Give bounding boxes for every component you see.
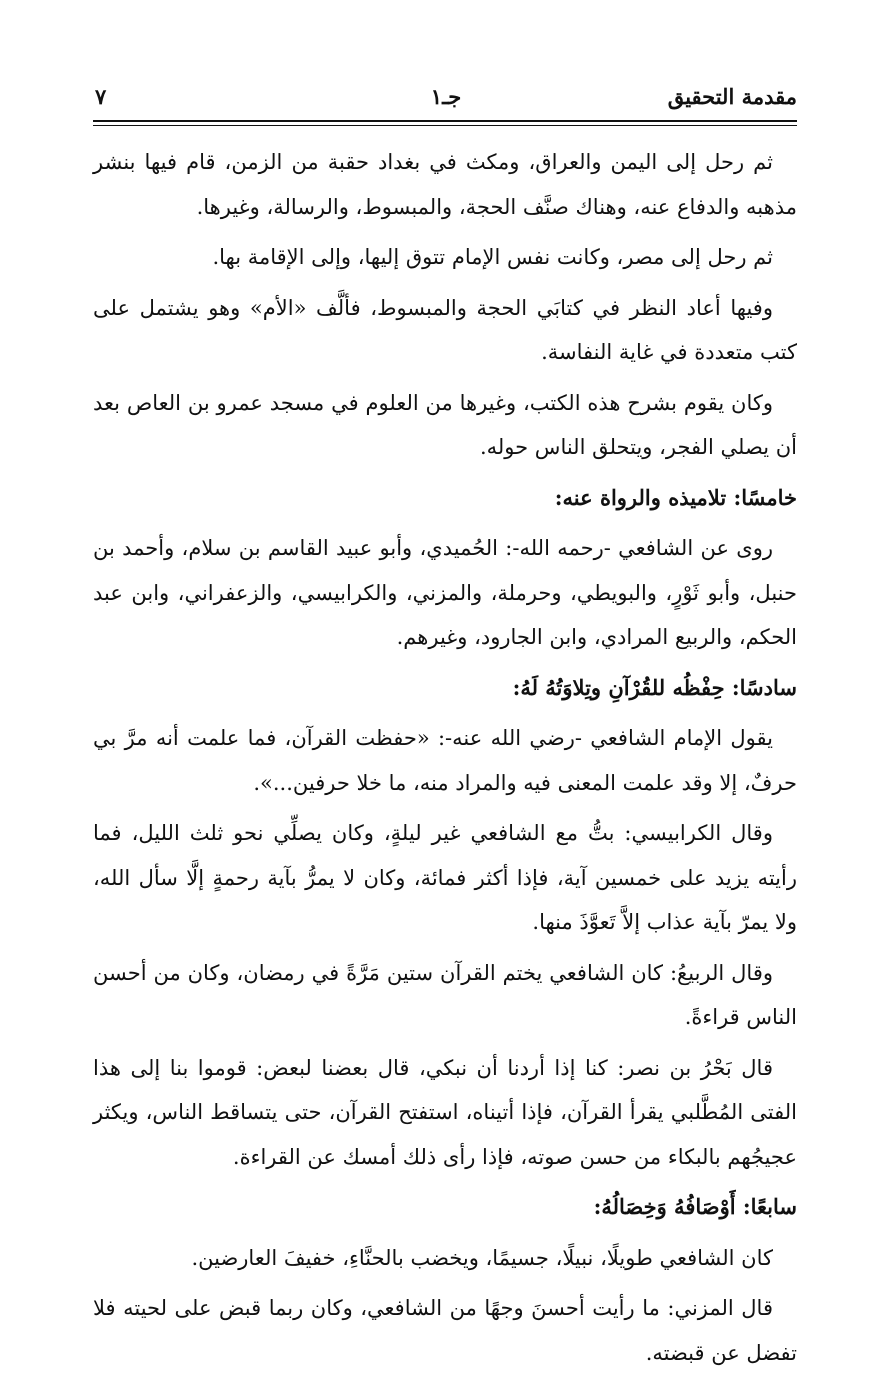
paragraph: وقال الكرابيسي: بتُّ مع الشافعي غير ليلةٍ، وكان يصلِّي نحو ثلث الليل، فما رأيته يزيد على خمسين آية، فإذا أكثر فمائة، وكان لا يمرُّ بآية رحمةٍ إلَّا سأل الله، ولا يمرّ بآية عذاب إلاَّ تَعوَّذَ منها.: [93, 821, 797, 934]
header-rule-thin: [93, 125, 797, 126]
header-rule-thick: [93, 120, 797, 122]
section-heading: سادسًا: حِفْظُه للقُرْآنِ وتِلاوَتُهُ لَهُ:: [512, 674, 797, 700]
section-heading: خامسًا: تلاميذه والرواة عنه:: [554, 484, 797, 510]
paragraph: وكان يقوم بشرح هذه الكتب، وغيرها من العلوم في مسجد عمرو بن العاص بعد أن يصلي الفجر، ويتحلق الناس حوله.: [93, 390, 797, 459]
paragraph: يقول الإمام الشافعي -رضي الله عنه-: «حفظت القرآن، فما علمت أنه مرَّ بي حرفٌ، إلا وقد علمت المعنى فيه والمراد منه، ما خلا حرفين...».: [93, 726, 797, 795]
paragraph: قال المزني: ما رأيت أحسنَ وجهًا من الشافعي، وكان ربما قبض على لحيته فلا تفضل عن قبضته.: [93, 1296, 797, 1365]
page-header: [95, 84, 797, 118]
section-heading: سابعًا: أَوْصَافُهُ وَخِصَالُهُ:: [593, 1194, 797, 1219]
chapter-title: مقدمة التحقيق: [667, 84, 797, 109]
paragraph: قال بَحْرُ بن نصر: كنا إذا أردنا أن نبكي، قال بعضنا لبعض: قوموا بنا إلى هذا الفتى المُطَّلبي يقرأ القرآن، فإذا أتيناه، استفتح القرآن، حتى يتساقط الناس، ويكثر عجيجُهم بالبكاء من حسن صوته، فإذا رأى ذلك أمسك عن القراءة.: [93, 1055, 797, 1169]
paragraph: روى عن الشافعي -رحمه الله-: الحُميدي، وأبو عبيد القاسم بن سلام، وأحمد بن حنبل، وأبو ثَوْرٍ، والبويطي، وحرملة، والمزني، والكرابيسي، والزعفراني، وابن عبد الحكم، والربيع المرادي، وابن الجارود، وغيرهم.: [93, 536, 797, 649]
paragraph: وقال الربيعُ: كان الشافعي يختم القرآن ستين مَرَّةً في رمضان، وكان من أحسن الناس قراءةً.: [93, 960, 797, 1029]
volume-label: جـ١: [430, 84, 462, 109]
paragraph: ثم رحل إلى اليمن والعراق، ومكث في بغداد حقبة من الزمن، قام فيها بنشر مذهبه والدفاع عنه، وهناك صنَّف الحجة، والمبسوط، والرسالة، وغيرها.: [93, 150, 797, 219]
paragraph: كان الشافعي طويلًا، نبيلًا، جسيمًا، ويخضب بالحنَّاءِ، خفيفَ العارضين.: [191, 1245, 773, 1270]
paragraph: ثم رحل إلى مصر، وكانت نفس الإمام تتوق إليها، وإلى الإقامة بها.: [212, 245, 773, 269]
paragraph: وفيها أعاد النظر في كتابَي الحجة والمبسوط، فألَّف «الأم» وهو يشتمل على كتب متعددة في غاية النفاسة.: [93, 295, 797, 364]
page-number: ٧: [95, 84, 107, 109]
page-body: [93, 140, 797, 1381]
